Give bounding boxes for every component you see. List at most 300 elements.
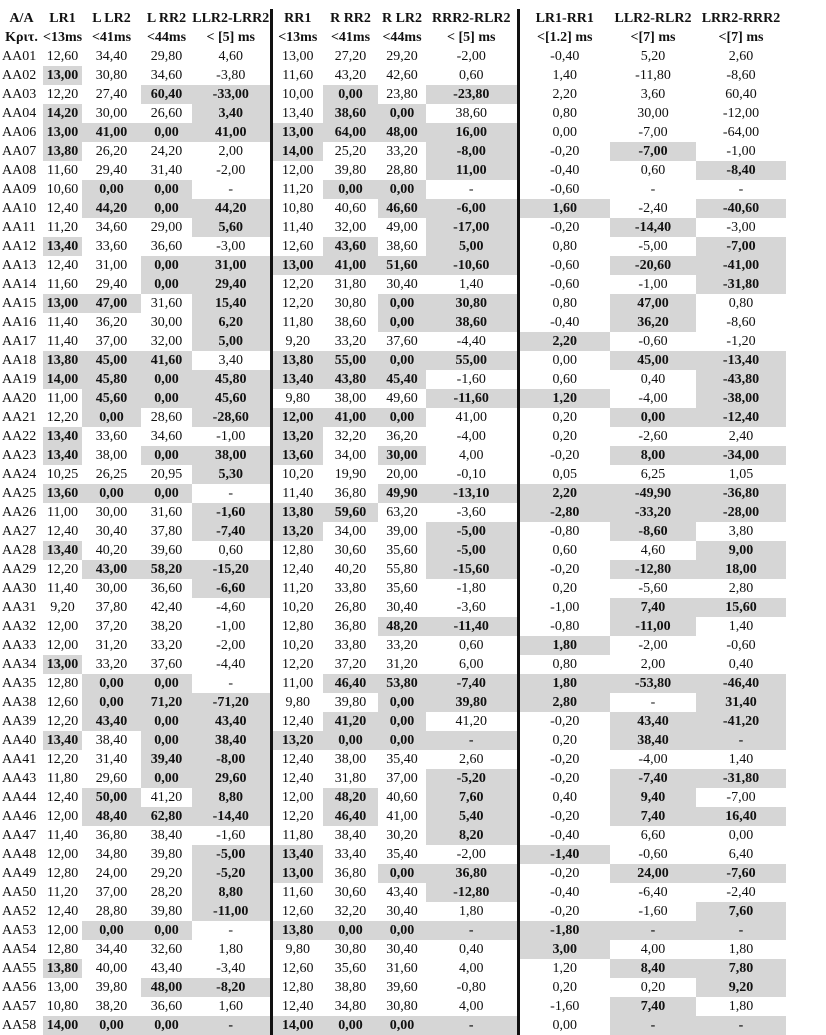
row-id-cell: AA29 (2, 562, 37, 577)
value-cell: 1,40 (518, 66, 610, 85)
value-cell: 47,00 (610, 294, 696, 313)
value-cell: 38,40 (150, 828, 183, 843)
row-id-cell: AA50 (2, 885, 37, 900)
row-padding-cell (786, 978, 826, 997)
value-cell: 12,60 (46, 49, 79, 64)
value-cell: -11,00 (610, 617, 696, 636)
value-cell: 26,25 (95, 467, 128, 482)
value-cell: 0,00 (378, 1016, 426, 1035)
value-cell: 1,80 (518, 674, 610, 693)
value-cell: 3,60 (640, 87, 666, 102)
value-cell: 30,80 (95, 68, 128, 83)
value-cell: 41,20 (455, 714, 487, 729)
value-cell: 59,60 (323, 503, 378, 522)
value-cell: -7,00 (696, 237, 786, 256)
row-id-cell: AA04 (2, 106, 37, 121)
value-cell: 12,40 (46, 790, 79, 805)
row-padding-cell (786, 788, 826, 807)
value-cell: 3,00 (518, 940, 610, 959)
value-cell: 7,40 (610, 598, 696, 617)
value-cell: -5,00 (192, 845, 271, 864)
value-cell: 5,30 (192, 465, 271, 484)
value-cell: 29,20 (386, 49, 418, 64)
row-id-cell: AA27 (2, 524, 37, 539)
value-cell: 36,80 (334, 619, 367, 634)
value-cell: 0,00 (323, 921, 378, 940)
value-cell: -8,60 (726, 315, 756, 330)
row-id-cell: AA16 (2, 315, 37, 330)
value-cell: 44,20 (82, 199, 141, 218)
table-row (0, 826, 826, 845)
row-padding-cell (786, 921, 826, 940)
table-row (0, 655, 826, 674)
value-cell: -2,00 (456, 49, 486, 64)
value-cell: 31,60 (386, 961, 418, 976)
value-cell: 6,25 (640, 467, 666, 482)
value-cell: 0,60 (459, 638, 484, 653)
value-cell: 36,80 (426, 864, 518, 883)
value-cell: 38,00 (95, 448, 128, 463)
row-padding-cell (786, 332, 826, 351)
row-padding-cell (786, 636, 826, 655)
row-padding-cell (786, 674, 826, 693)
header-cell: RRR2-RLR2 (431, 11, 511, 26)
value-cell: 13,80 (271, 351, 323, 370)
value-cell: 13,00 (43, 294, 82, 313)
value-cell: 35,40 (386, 752, 418, 767)
value-cell: -0,60 (726, 638, 756, 653)
row-id-cell: AA08 (2, 163, 37, 178)
value-cell: 1,80 (518, 636, 610, 655)
value-cell: 7,60 (426, 788, 518, 807)
table-row (0, 104, 826, 123)
value-cell: 2,20 (518, 85, 610, 104)
value-cell: 36,60 (150, 581, 183, 596)
value-cell: -1,20 (726, 334, 756, 349)
value-cell: -1,40 (518, 845, 610, 864)
value-cell: 0,00 (378, 294, 426, 313)
value-cell: 12,20 (46, 87, 79, 102)
value-cell: 16,00 (426, 123, 518, 142)
table-row (0, 731, 826, 750)
value-cell: 15,40 (192, 294, 271, 313)
row-id-cell: AA31 (2, 600, 37, 615)
value-cell: -7,60 (696, 864, 786, 883)
value-cell: 27,40 (95, 87, 128, 102)
row-padding-cell (786, 769, 826, 788)
value-cell: 12,80 (46, 676, 79, 691)
value-cell: 38,60 (455, 106, 487, 121)
value-cell: 43,40 (386, 885, 418, 900)
value-cell: 24,00 (610, 864, 696, 883)
value-cell: 39,80 (334, 163, 367, 178)
value-cell: 41,00 (192, 123, 271, 142)
value-cell: -2,60 (638, 429, 668, 444)
value-cell: -1,60 (518, 997, 610, 1016)
value-cell: 29,80 (150, 49, 183, 64)
table-row (0, 294, 826, 313)
value-cell: 5,00 (426, 237, 518, 256)
table-row (0, 921, 826, 940)
value-cell: 39,00 (386, 524, 418, 539)
table-row (0, 560, 826, 579)
value-cell: 28,80 (386, 163, 418, 178)
value-cell: 48,00 (141, 978, 192, 997)
table-row (0, 142, 826, 161)
value-cell: 13,60 (43, 484, 82, 503)
value-cell: 13,80 (271, 921, 323, 940)
value-cell: 9,00 (696, 541, 786, 560)
value-cell: 32,60 (150, 942, 183, 957)
table-row (0, 275, 826, 294)
value-cell: 49,60 (386, 391, 418, 406)
value-cell: -0,20 (518, 560, 610, 579)
value-cell: 33,60 (95, 429, 128, 444)
value-cell: 1,20 (518, 959, 610, 978)
value-cell: 29,20 (150, 866, 183, 881)
value-cell: 36,80 (95, 828, 128, 843)
value-cell: 0,00 (378, 731, 426, 750)
value-cell: 13,00 (271, 864, 323, 883)
value-cell: 38,40 (95, 733, 128, 748)
value-cell: -14,40 (192, 807, 271, 826)
value-cell: 12,00 (271, 161, 323, 180)
header-cell: <13ms (43, 30, 82, 45)
value-cell: 46,40 (323, 807, 378, 826)
value-cell: 33,60 (95, 239, 128, 254)
value-cell: 31,40 (150, 163, 183, 178)
row-padding-cell (786, 1016, 826, 1035)
value-cell: 37,00 (95, 885, 128, 900)
value-cell: 0,60 (640, 163, 666, 178)
value-cell: -11,80 (635, 68, 671, 83)
value-cell: 0,00 (141, 674, 192, 693)
value-cell: 13,00 (43, 123, 82, 142)
value-cell: 0,00 (518, 123, 610, 142)
value-cell: 0,00 (378, 408, 426, 427)
table-row (0, 959, 826, 978)
value-cell: 0,20 (518, 427, 610, 446)
value-cell: 0,00 (378, 712, 426, 731)
value-cell: 39,60 (150, 543, 183, 558)
value-cell: 12,00 (271, 788, 323, 807)
value-cell: - (228, 182, 234, 197)
value-cell: -3,00 (216, 239, 246, 254)
value-cell: - (650, 182, 656, 197)
value-cell: 1,80 (728, 942, 754, 957)
row-id-cell: AA39 (2, 714, 37, 729)
row-id-cell: AA25 (2, 486, 37, 501)
header-cell: L LR2 (92, 11, 131, 26)
row-id-cell: AA46 (2, 809, 37, 824)
value-cell: 55,00 (323, 351, 378, 370)
row-id-cell: AA07 (2, 144, 37, 159)
value-cell: 11,20 (47, 885, 78, 900)
value-cell: 49,90 (378, 484, 426, 503)
value-cell: 10,25 (46, 467, 79, 482)
measurement-table (0, 9, 826, 1035)
value-cell: 34,40 (95, 942, 128, 957)
value-cell: 9,20 (271, 332, 323, 351)
value-cell: 12,40 (46, 524, 79, 539)
value-cell: 36,20 (610, 313, 696, 332)
row-id-cell: AA09 (2, 182, 37, 197)
value-cell: 29,40 (95, 277, 128, 292)
table-row (0, 864, 826, 883)
value-cell: -33,00 (192, 85, 271, 104)
value-cell: -1,00 (638, 277, 668, 292)
value-cell: 13,00 (271, 47, 323, 66)
header-cell: LR1 (49, 11, 76, 26)
value-cell: 35,60 (386, 581, 418, 596)
value-cell: 4,00 (459, 961, 484, 976)
value-cell: 8,80 (192, 883, 271, 902)
value-cell: 12,40 (271, 750, 323, 769)
value-cell: 0,00 (323, 1016, 378, 1035)
row-padding-cell (786, 997, 826, 1016)
row-id-cell: AA44 (2, 790, 37, 805)
value-cell: 14,00 (271, 142, 323, 161)
value-cell: -46,40 (696, 674, 786, 693)
value-cell: -2,40 (726, 885, 756, 900)
value-cell: 12,80 (46, 866, 79, 881)
value-cell: 43,00 (82, 560, 141, 579)
value-cell: 45,00 (82, 351, 141, 370)
value-cell: 6,40 (728, 847, 754, 862)
value-cell: 0,80 (518, 655, 610, 674)
value-cell: 11,80 (271, 826, 323, 845)
value-cell: 31,80 (334, 771, 367, 786)
row-padding-cell (786, 484, 826, 503)
value-cell: 0,60 (218, 543, 243, 558)
row-padding-cell (786, 807, 826, 826)
row-padding-cell (786, 940, 826, 959)
value-cell: 11,40 (271, 484, 323, 503)
value-cell: 33,80 (334, 638, 367, 653)
value-cell: 0,00 (378, 921, 426, 940)
value-cell: 31,60 (150, 505, 183, 520)
value-cell: 7,40 (610, 997, 696, 1016)
value-cell: 23,80 (386, 87, 418, 102)
value-cell: 41,00 (82, 123, 141, 142)
value-cell: 1,20 (518, 389, 610, 408)
value-cell: 12,00 (271, 408, 323, 427)
value-cell: 13,40 (43, 731, 82, 750)
value-cell: 40,20 (334, 562, 367, 577)
value-cell: 20,95 (150, 467, 183, 482)
value-cell: 11,40 (271, 218, 323, 237)
header-cell: LR1-RR1 (518, 9, 610, 28)
row-padding-cell (786, 598, 826, 617)
value-cell: 5,00 (192, 332, 271, 351)
table-row (0, 883, 826, 902)
row-id-cell: AA47 (2, 828, 37, 843)
value-cell: 30,60 (334, 885, 367, 900)
value-cell: 48,20 (378, 617, 426, 636)
value-cell: 12,40 (46, 258, 79, 273)
header-row-2 (0, 28, 826, 47)
value-cell: 31,40 (95, 752, 128, 767)
value-cell: 38,20 (95, 999, 128, 1014)
table-row (0, 788, 826, 807)
value-cell: 0,40 (728, 657, 754, 672)
value-cell: 38,00 (192, 446, 271, 465)
value-cell: 45,80 (82, 370, 141, 389)
value-cell: 36,80 (334, 486, 367, 501)
table-row (0, 66, 826, 85)
value-cell: 12,20 (46, 752, 79, 767)
value-cell: 30,00 (150, 315, 183, 330)
value-cell: 31,00 (95, 258, 128, 273)
value-cell: 10,20 (271, 465, 323, 484)
value-cell: 12,80 (271, 541, 323, 560)
value-cell: 30,80 (426, 294, 518, 313)
value-cell: 33,20 (386, 638, 418, 653)
table-row (0, 180, 826, 199)
value-cell: 1,80 (218, 942, 243, 957)
value-cell: 4,00 (459, 999, 484, 1014)
value-cell: 13,40 (271, 104, 323, 123)
value-cell: - (696, 731, 786, 750)
row-id-cell: AA20 (2, 391, 37, 406)
header-cell: <44ms (146, 30, 187, 45)
value-cell: -0,20 (518, 807, 610, 826)
value-cell: -3,80 (216, 68, 246, 83)
value-cell: 30,40 (95, 524, 128, 539)
value-cell: -7,00 (638, 125, 668, 140)
value-cell: -0,60 (518, 275, 610, 294)
value-cell: - (228, 486, 234, 501)
value-cell: -1,60 (638, 904, 668, 919)
value-cell: 41,00 (386, 809, 418, 824)
value-cell: 2,80 (728, 581, 754, 596)
value-cell: 9,20 (50, 600, 75, 615)
value-cell: 0,00 (141, 199, 192, 218)
value-cell: 11,60 (47, 163, 78, 178)
value-cell: 0,80 (518, 237, 610, 256)
value-cell: 0,00 (323, 180, 378, 199)
value-cell: 33,20 (95, 657, 128, 672)
value-cell: 0,00 (610, 408, 696, 427)
value-cell: 38,40 (192, 731, 271, 750)
value-cell: 45,00 (610, 351, 696, 370)
value-cell: 41,00 (323, 408, 378, 427)
value-cell: 19,90 (334, 467, 367, 482)
value-cell: 39,40 (141, 750, 192, 769)
value-cell: 33,80 (334, 581, 367, 596)
value-cell: 38,80 (334, 980, 367, 995)
row-id-cell: AA56 (2, 980, 37, 995)
row-id-cell: AA38 (2, 695, 37, 710)
value-cell: 13,80 (43, 959, 82, 978)
value-cell: 13,00 (43, 66, 82, 85)
value-cell: -12,40 (696, 408, 786, 427)
value-cell: -33,20 (610, 503, 696, 522)
value-cell: -64,00 (722, 125, 760, 140)
value-cell: 2,40 (728, 429, 754, 444)
value-cell: 13,20 (271, 427, 323, 446)
value-cell: 2,00 (640, 657, 666, 672)
value-cell: 0,00 (518, 1016, 610, 1035)
value-cell: 34,60 (150, 429, 183, 444)
header-cell: <13ms (271, 28, 323, 47)
header-cell (786, 9, 826, 28)
header-cell: A/A (9, 11, 34, 26)
table-row (0, 85, 826, 104)
value-cell: - (426, 731, 518, 750)
table-row (0, 978, 826, 997)
value-cell: 3,40 (218, 353, 243, 368)
value-cell: -1,00 (518, 598, 610, 617)
value-cell: 13,00 (271, 123, 323, 142)
value-cell: -12,00 (722, 106, 760, 121)
value-cell: 13,00 (43, 655, 82, 674)
value-cell: -6,40 (638, 885, 668, 900)
value-cell: -1,60 (216, 828, 246, 843)
row-id-cell: AA18 (2, 353, 37, 368)
value-cell: 6,20 (192, 313, 271, 332)
row-id-cell: AA15 (2, 296, 37, 311)
value-cell: 2,80 (518, 693, 610, 712)
value-cell: 0,20 (518, 978, 610, 997)
value-cell: 12,20 (271, 275, 323, 294)
row-padding-cell (786, 826, 826, 845)
row-padding-cell (786, 142, 826, 161)
value-cell: 11,20 (47, 220, 78, 235)
value-cell: 0,00 (141, 180, 192, 199)
value-cell: 0,00 (141, 123, 192, 142)
value-cell: 30,40 (386, 942, 418, 957)
row-id-cell: AA32 (2, 619, 37, 634)
value-cell: 38,00 (334, 752, 367, 767)
value-cell: 51,60 (378, 256, 426, 275)
value-cell: 0,20 (640, 980, 666, 995)
value-cell: 37,00 (386, 771, 418, 786)
row-padding-cell (786, 503, 826, 522)
value-cell: -0,20 (518, 902, 610, 921)
value-cell: 27,20 (334, 49, 367, 64)
value-cell: 12,20 (271, 294, 323, 313)
value-cell: 13,20 (271, 731, 323, 750)
value-cell: -0,20 (518, 218, 610, 237)
value-cell: 37,20 (95, 619, 128, 634)
value-cell: 0,00 (141, 275, 192, 294)
value-cell: 42,40 (150, 600, 183, 615)
value-cell: -11,60 (426, 389, 518, 408)
value-cell: 0,00 (82, 674, 141, 693)
value-cell: 0,00 (378, 864, 426, 883)
value-cell: -13,40 (696, 351, 786, 370)
value-cell: -1,60 (456, 372, 486, 387)
value-cell: -1,00 (216, 429, 246, 444)
table-row (0, 256, 826, 275)
table-row (0, 674, 826, 693)
table-row (0, 693, 826, 712)
value-cell: 31,20 (95, 638, 128, 653)
row-id-cell: AA54 (2, 942, 37, 957)
value-cell: 12,80 (271, 978, 323, 997)
row-padding-cell (786, 902, 826, 921)
value-cell: 31,40 (696, 693, 786, 712)
value-cell: 1,40 (459, 277, 484, 292)
value-cell: 0,40 (459, 942, 484, 957)
value-cell: 63,20 (386, 505, 418, 520)
value-cell: 3,40 (192, 104, 271, 123)
value-cell: 25,20 (334, 144, 367, 159)
value-cell: 6,00 (459, 657, 484, 672)
value-cell: 32,00 (150, 334, 183, 349)
value-cell: 29,40 (192, 275, 271, 294)
